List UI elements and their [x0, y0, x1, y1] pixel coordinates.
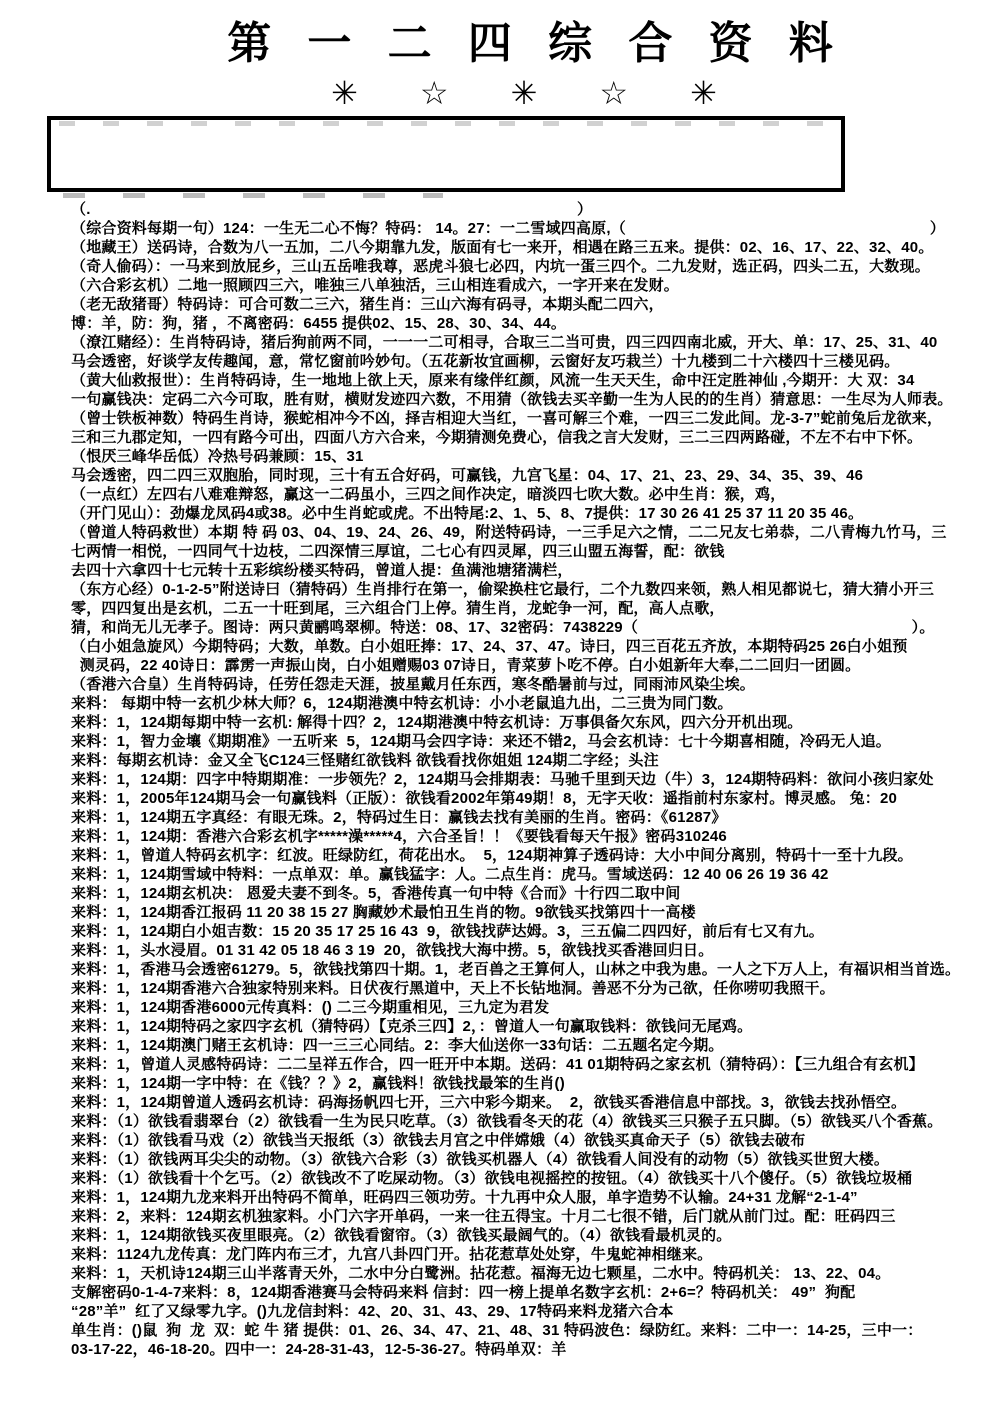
text-line-19: 七两情一相悦，一四同气十边枝，二四深情三厚谊，二七心有四灵犀，四三山盟五海誓，配：欲钱 — [71, 543, 725, 560]
text-line-43: 来料：1，124期香港6000元传真料：() 二三今期重相见，三九定为君发 — [71, 999, 550, 1016]
text-line-5: （六合彩玄机）二地一照顾四三六，唯独三八单独活，三山相连看成六，一字开来在发财。 — [71, 277, 680, 294]
scan-noise-top — [59, 121, 833, 126]
text-line-53: 来料：1，124期九龙来料开出特码不简单，旺码四三领功劳。十九再中众人服，单字造势不认输。24+31 龙解“2-1-4” — [71, 1189, 858, 1206]
text-line-29: 来料：1，智力金壤《期期准》一五听来 5，124期马会四字诗：来还不错2，马会玄机诗：七十今期喜相随，冷码无人追。 — [71, 733, 891, 750]
text-line-37: 来料：1，124期玄机决： 恩爱夫妻不到冬。5，香港传真一句中特《合而》十行四二取中间 — [71, 885, 681, 902]
text-line-27: 来料： 每期中特一玄机少林大师？6，124期港澳中特玄机诗：小小老鼠追九出，二三贵为同门数。 — [71, 695, 733, 712]
text-line-13: 三和三九郡定知，一四有路今可出，四面八方六合来，今期猜测免费心，信我之言大发财，三二三四两路碰，不左不右中下怀。 — [71, 429, 923, 446]
text-line-15: 马会透密，四二四三双胞胎，同时现，三十有五合好码，可赢钱，九宫飞星：04、17、21、23、29、34、35、39、46 — [71, 467, 864, 484]
star-outline-icon: ☆ — [599, 75, 629, 111]
text-line-57: 来料：1，天机诗124期三山半落青天外，二水中分白鹭洲。拈花惹。福海无边七颗星，二水中。特码机关： 13、22、04。 — [71, 1265, 891, 1282]
asterisk-star-icon: ✳ — [690, 75, 717, 111]
text-line-45: 来料：1，124期澳门赌王玄机诗：四一三三心同结。2：李大仙送你一33句话：二五题名定今期。 — [71, 1037, 724, 1054]
text-line-48: 来料：1，124期曾道人透码玄机诗：码海扬帆四七开，三六中彩今期来。 2，欲钱买香港信息中部找。3，欲钱去找孙悟空。 — [71, 1094, 907, 1111]
text-line-2: （综合资料每期一句）124：一生无二心不悔？特码： 14。27：一二雪域四高原,（ ） — [71, 220, 946, 237]
text-line-21: （东方心经）0-1-2-5”附送诗曰（猜特码）生肖排行在第一，偷梁换柱它最行，二个九数四来领，熟人相见都说七，猜大猜小开三 — [71, 581, 935, 598]
text-line-26: （香港六合皇）生肖特码诗，任劳任怨走天涯，披星戴月任东西，寒冬酷暑前与过，同雨沛风染尘埃。 — [71, 676, 756, 693]
text-line-59: “28”羊” 红了又绿零九字。()九龙信封料：42、20、31、43、29、17特码来料龙猪六合本 — [71, 1303, 674, 1320]
text-line-41: 来料：1，香港马会透密61279。5，欲钱找第四十期。1，老百兽之王算何人，山林之中我为患。一人之下万人上，有福识相当首选。 — [71, 961, 961, 978]
text-body — [0, 200, 988, 1359]
text-line-58: 支解密码0-1-4-7来料：8，124期香港赛马会特码来料 信封：四一榜上提单名数字玄机：2+6=？特码机关： 49” 狗配 — [71, 1284, 856, 1301]
text-line-9: 马会透密，好谈学友传趣闻，意，常忆窗前吟妙句。（五花新妆宜画柳，云窗好友巧栽兰）十九楼到二十六楼四十三楼见码。 — [71, 353, 900, 370]
text-line-14: （恨厌三峰华岳低）冷热号码兼顾：15、31 — [71, 448, 364, 465]
text-line-22: 零，四四复出是玄机，二五一十旺到尾，三六组合门上停。猜生肖，龙蛇争一河，配，高人点歌， — [71, 600, 725, 617]
content-frame-box — [47, 116, 845, 192]
text-line-25: 测灵码，22 40诗日：霹雳一声振山岗，白小姐赠赐03 07诗日，青菜萝卜吃不停。白小姐新年大奉,二二回归一团圆。 — [71, 657, 861, 674]
scan-noise-bottom — [63, 193, 443, 198]
text-line-44: 来料：1，124期特码之家四字玄机（猜特码）【克杀三四】2，：曾道人一句赢取钱料：欲钱问无尾鸡。 — [71, 1018, 753, 1035]
star-outline-icon: ☆ — [419, 75, 449, 111]
text-line-42: 来料：1，124期香港六合独家特别来料。日伏夜行黑道中，天上不长钻地洞。善恶不分为己欲，任你唠叨我照干。 — [71, 980, 835, 997]
text-line-3: （地藏王）送码诗，合数为八一五加，二八今期靠九发，版面有七一来开，相遇在路三五来。提供：02、16、17、22、32、40。 — [71, 239, 934, 256]
text-line-31: 来料：1，124期：四字中特期期准：一步领先？2，124期马会排期表：马驰千里到天边（牛）3，124期特码料：欲问小孩归家处 — [71, 771, 934, 788]
text-line-8: （潦江赌经）：生肖特码诗，猪后狗前两不同，一一一二可相寻，合取三二当可贵，四三四四南北威，开大、单：17、25、31、40 — [71, 334, 938, 351]
text-line-50: 来料：（1）欲钱看马戏（2）欲钱当天报纸（3）欲钱去月宫之中伴嫦娥（4）欲钱买真命天子（5）欲钱去破布 — [71, 1132, 806, 1149]
text-line-56: 来料：1124九龙传真：龙门阵内布三才，九宫八卦四门开。拈花惹草处处穿，牛鬼蛇神相继来。 — [71, 1246, 713, 1263]
text-line-35: 来料：1，曾道人特码玄机字：红波。旺绿防红，荷花出水。 5，124期神算子透码诗：大小中间分离别，特码十一至十九段。 — [71, 847, 913, 864]
text-line-51: 来料：（1）欲钱两耳尖尖的动物。（3）欲钱六合彩（3）欲钱买机器人（4）欲钱看人间没有的动物（5）欲钱买世贸大楼。 — [71, 1151, 890, 1168]
text-line-10: （黄大仙救报世）：生肖特码诗，生一地地上欲上天，原来有缘伴红颜，风流一生天天生，命中汪定胜神仙 ,今期开：大 双：34 — [71, 372, 915, 389]
text-line-36: 来料：1，124期雪域中特料：一点单双：单。赢钱猛字：人。二点生肖：虎马。雪域送码：12 40 06 26 19 36 42 — [71, 866, 829, 883]
text-line-60: 单生肖：()鼠 狗 龙 双：蛇 牛 猪 提供：01、26、34、47、21、48、31 特码波色：绿防红。来料：二中一：14-25，三中一： — [71, 1322, 923, 1339]
text-line-52: 来料：（1）欲钱看十个乞丐。（2）欲钱改不了吃屎动物。（3）欲钱电视摇控的按钮。（4）欲钱买十八个傻仔。（5）欲钱垃圾桶 — [71, 1170, 913, 1187]
text-line-18: （曾道人特码救世）本期 特 码 03、04、19、24、26、49，附送特码诗，一三手足六之情，二二兄友七弟恭，二八青梅九竹马，三 — [71, 524, 947, 541]
text-line-11: 一句赢钱决：定码二六今可取，胜有财，横财发迹四六数，不用猜（欲钱去买辛勤一生为人民的的生肖）猜意思：一生尽为人师表。 — [71, 391, 953, 408]
text-line-6: （老无敌猪哥）特码诗：可合可数二三六，猪生肖：三山六海有码寻，本期头配二四六， — [71, 296, 664, 313]
page-title: 第 一 二 四 综 合 资 料 — [227, 19, 841, 68]
text-line-33: 来料：1，124期五字真经：有眼无珠。2，特码过生日：赢钱去找有美丽的生肖。密码：《61287》 — [71, 809, 727, 826]
decorative-symbols-row — [60, 72, 988, 114]
text-line-4: （奇人偷码）：一马来到放屁乡，三山五岳唯我尊，恶虎斗狼七必四，内坑一蛋三四个。二九发财，选正码，四头二五，大数现。 — [71, 258, 930, 275]
text-line-55: 来料：1，124期欲钱买夜里眼亮。（2）欲钱看窗帘。（3）欲钱买最阔气的。（4）欲钱看最机灵的。 — [71, 1227, 732, 1244]
text-line-54: 来料：2，来料：124期玄机独家料。小门六字开单码，一来一往五得宝。十月二七很不错，后门就从前门过。配：旺码四三 — [71, 1208, 896, 1225]
text-line-20: 去四十六拿四十七元转十五彩缤纷楼买特码，曾道人提：鱼满池塘猪满栏， — [71, 562, 573, 579]
text-line-61: 03-17-22，46-18-20。四中一：24-28-31-43，12-5-36-27。特码单双：羊 — [71, 1341, 567, 1358]
text-line-34: 来料：1，124期：香港六合彩玄机字*****澡*****4，六合圣旨！！《要钱看每天午报》密码310246 — [71, 828, 727, 845]
text-line-30: 来料：每期玄机诗：金又全飞C124三怪赌红欲钱料 欲钱看找你姐姐 124期二字经；头注 — [71, 752, 659, 769]
asterisk-star-icon: ✳ — [510, 75, 538, 111]
text-line-49: 来料：（1）欲钱看翡翠台（2）欲钱看一生为民只吃草。（3）欲钱看冬天的花（4）欲钱买三只猴子五只脚。（5）欲钱买八个香蕉。 — [71, 1113, 943, 1130]
text-line-38: 来料：1，124期香江报码 11 20 38 15 27 胸藏妙术最怕丑生肖的物。9欲钱买找第四十一高楼 — [71, 904, 696, 921]
text-line-47: 来料：1，124期一字中特：在《钱？？》2，赢钱料！欲钱找最笨的生肖() — [71, 1075, 565, 1092]
text-line-46: 来料：1，曾道人灵感特码诗：二二呈祥五作合，四一旺开中本期。送码：41 01期特码之家玄机（猜特码）：【三九组合有玄机】 — [71, 1056, 924, 1073]
text-line-40: 来料：1，头水浸眉。01 31 42 05 18 46 3 19 20，欲钱找大海中捞。5，欲钱找买香港回归日。 — [71, 942, 714, 959]
text-line-28: 来料：1，124期每期中特一玄机: 解得十四？2，124期港澳中特玄机诗：万事俱备欠东风，四六分开机出现。 — [71, 714, 803, 731]
text-line-7: 博：羊，防：狗，猪 ，不离密码：6455 提供02、15、28、30、34、44。 — [71, 315, 567, 332]
text-line-17: （开门见山）：劲爆龙凤码4或38。必中生肖蛇或虎。不出特尾:2、1、5、8、7提供：17 30 26 41 25 37 11 20 35 46。 — [71, 505, 864, 522]
text-line-12: （曾士铁板神数）特码生肖诗，猴蛇相冲今不凶，择吉相迎大当红，一喜可解三个难，一四三二发此间。龙-3-7”蛇前兔后龙欲来， — [71, 410, 943, 427]
text-line-24: （白小姐急旋风）今期特码；大数，单数。白小姐旺捧：17、24、37、47。诗曰，四三百花五齐放，本期特码25 26白小姐预 — [71, 638, 908, 655]
text-line-23: 猜，和尚无儿无孝子。图诗：两只黄鹂鸣翠柳。特送：08、17、32密码：7438229（ ）。 — [71, 619, 935, 636]
text-line-39: 来料：1，124期白小姐吉数：15 20 35 17 25 16 43 9，欲钱找萨达姆。3，三五偏二四四好，前后有七又有九。 — [71, 923, 824, 940]
text-line-1: （. ） — [71, 201, 593, 218]
text-line-32: 来料：1，2005年124期马会一句赢钱料（正版）：欲钱看2002年第49期！8，无字天收：遥指前村东家村。博灵感。 兔：20 — [71, 790, 898, 807]
asterisk-star-icon: ✳ — [331, 75, 358, 111]
text-line-16: （一点红）左四右八难难辩怒，赢这一二码虽小，三四之间作决定，暗淡四七吹大数。必中生肖：猴，鸡， — [71, 486, 786, 503]
